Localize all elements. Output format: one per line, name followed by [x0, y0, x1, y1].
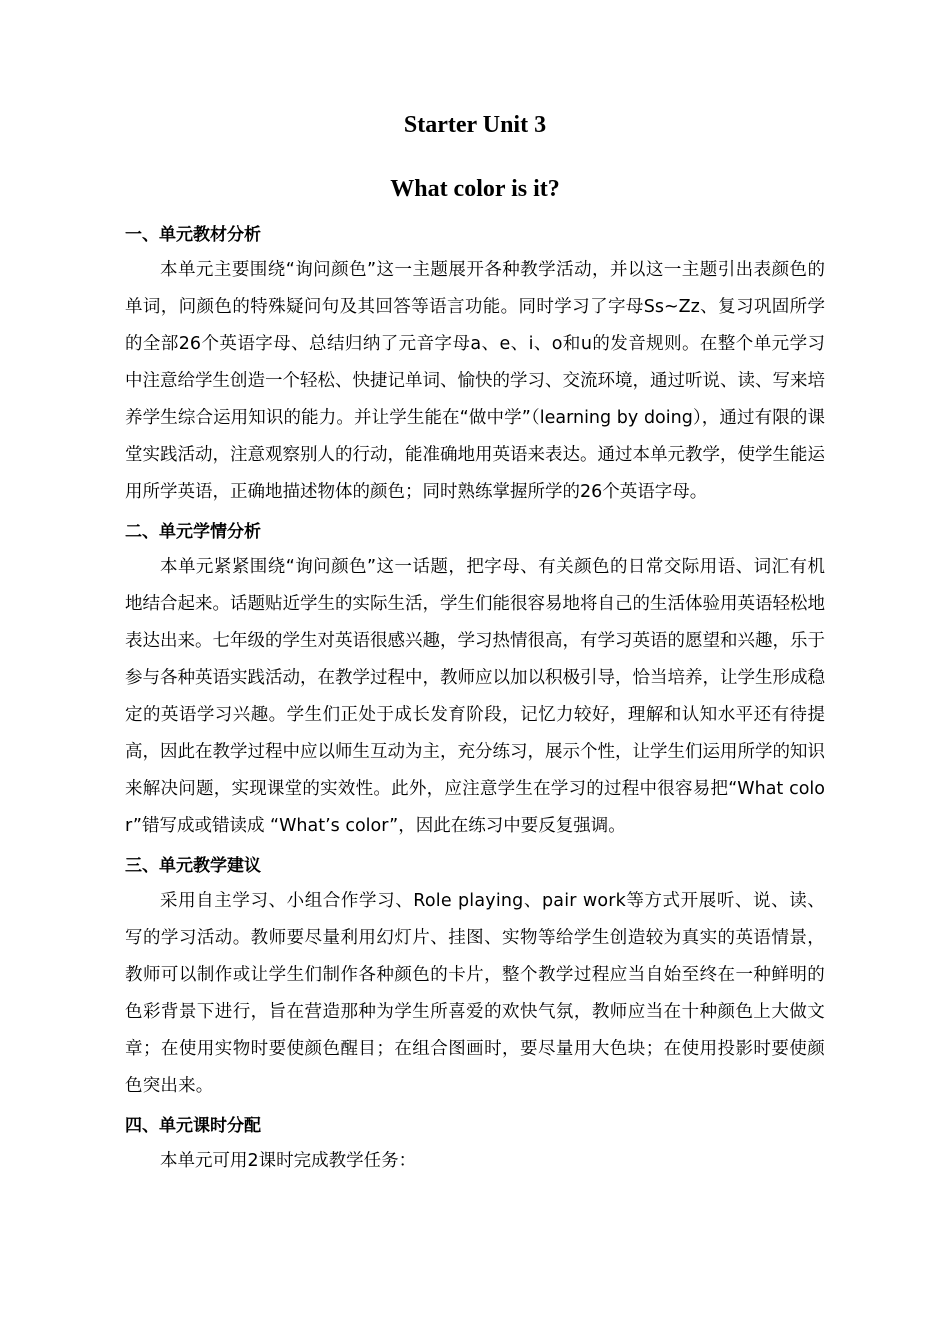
section-body: 本单元主要围绕“询问颜色”这一主题展开各种教学活动，并以这一主题引出表颜色的单词，问颜色的特殊疑问句及其回答等语言功能。同时学习了字母Ss~Zz、复习巩固所学的全部26个英语字母、总结归纳了元音字母a、e、i、o和u的发音规则。在整个单元学习中注意给学生创造一个轻松、快捷记单词、愉快的学习、交流环境，通过听说、读、写来培养学生综合运用知识的能力。并让学生能在“做中学”（learning by doing），通过有限的课堂实践活动，注意观察别人的行动，能准确地用英语来表达。通过本单元教学，使学生能运用所学英语，正确地描述物体的颜色；同时熟练掌握所学的26个英语字母。 — [125, 260, 825, 502]
section-body: 采用自主学习、小组合作学习、Role playing、pair work等方式开展听、说、读、写的学习活动。教师要尽量利用幻灯片、挂图、实物等给学生创造较为真实的英语情景，教师可以制作或让学生们制作各种颜色的卡片，整个教学过程应当自始至终在一种鲜明的色彩背景下进行，旨在营造那种为学生所喜爱的欢快气氛，教师应当在十种颜色上大做文章；在使用实物时要使颜色醒目；在组合图画时，要尽量用大色块；在使用投影时要使颜色突出来。 — [125, 891, 825, 1096]
section-heading: 二、单元学情分析 — [125, 522, 261, 542]
section-textbook-analysis — [125, 224, 825, 511]
section-lesson-allocation — [125, 1115, 825, 1180]
section-teaching-suggestions — [125, 855, 825, 1105]
section-heading: 四、单元课时分配 — [125, 1116, 261, 1136]
section-learner-analysis — [125, 521, 825, 845]
section-body: 本单元可用2课时完成教学任务： — [160, 1151, 417, 1171]
section-heading: 三、单元教学建议 — [125, 856, 261, 876]
document-title: Starter Unit 3 — [403, 112, 547, 138]
section-heading: 一、单元教材分析 — [125, 225, 261, 245]
document-subtitle: What color is it? — [390, 176, 560, 202]
section-body: 本单元紧紧围绕“询问颜色”这一话题，把字母、有关颜色的日常交际用语、词汇有机地结合起来。话题贴近学生的实际生活，学生们能很容易地将自己的生活体验用英语轻松地表达出来。七年级的学生对英语很感兴趣，学习热情很高，有学习英语的愿望和兴趣，乐于参与各种英语实践活动，在教学过程中，教师应以加以积极引导，恰当培养，让学生形成稳定的英语学习兴趣。学生们正处于成长发育阶段，记忆力较好，理解和认知水平还有待提高，因此在教学过程中应以师生互动为主，充分练习，展示个性，让学生们运用所学的知识来解决问题，实现课堂的实效性。此外，应注意学生在学习的过程中很容易把“What color”错写成或错读成 “What’s color”，因此在练习中要反复强调。 — [125, 557, 825, 836]
